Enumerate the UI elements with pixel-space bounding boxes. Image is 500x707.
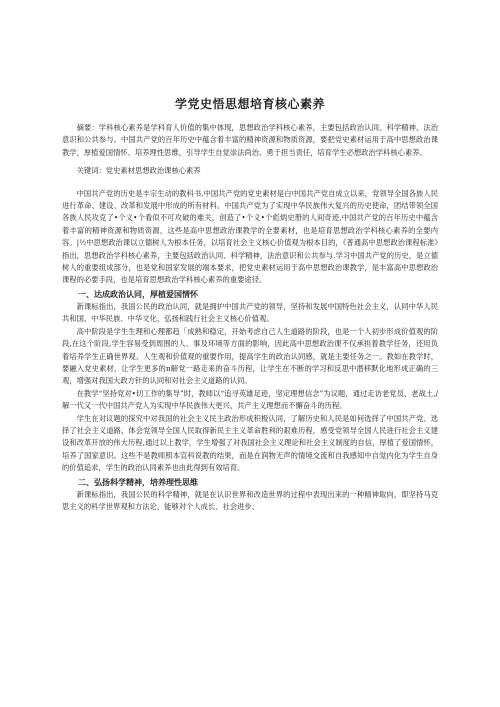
section-1-paragraph: 在教学“坚持党对•切工作的集导”时，教师以“追寻英雄足迹，坚定理想信念”为议题，通过走访老党员、老战土,/解一代又一代中国共产党人为实现中华民族伟大更兴、共产主义理想而不懈奋斗的历程。 [62, 388, 438, 411]
section-1-paragraph: 高中阶段是学生生理和心理都趋「成熟和稳定，开始考虑自己人生道路的阶段，也是一个人初步形成价值观的阶段,在这个阶段,学生容易受到周围的人、事及环境等方面的影响，因此高中思想政治课不仅承担着教学任务，还用负着培养学生正确世界观、人生观和价值观的重要作用，提高学生的政治认同感，就是主要任务之一。教如在教学时，要融入党史素材，让学生更多的n解党一路走来的奋斗历程，让学生在不断的学习和反思中潜移默化地形成正确的三观，增强对我国大政方针的认同和对社会主义道路的认同。 [62, 326, 438, 386]
keywords-text: 党史素材思想政治课核心素养 [105, 166, 201, 176]
section-1-heading: 一、达成政治认同，厚植爱国情怀 [78, 289, 198, 299]
section-1-paragraph: 学生在对议题的探究中对我国的社会主义民主政治形成积极认同，了解历史和人民是如何选择了中国共产党、选择了社会主义道路，体会党领导全国人民取得新民主主义革命胜利的艰难历程，感受党领导全国人民进行社会主义建设和改革开放的伟大历程,通过以上教学，学生增强了对我国社会主义理论和社会主义制度的自信，厚植了爱国情怀，培养了国家意识。这些不是教师照本宣科说教的结果，而是在润物无声的情境交流和自我感知中自觉内化为学生自身的价值追求，学生的政治认同素养也由此得到有效培育。 [62, 413, 438, 473]
keywords-paragraph [62, 165, 438, 177]
document-title: 学党史悟思想培育核心素养 [174, 97, 325, 111]
abstract-text: 学科核心素养是学科育人价值的集中体现，思想政治学科核心素养，主要包括政治认同、科学精神、法治意识和公共参与。中国共产党的百年历史中蕴含着丰富的精神资源和物质资源，要把党史素材运用于高中思想政治课教学，厚植爱国情怀、培养理性思维，引导学生自觉崇法尚治、勇于担当责任，培育学生必想政治学科核心素养。 [62, 123, 439, 157]
section-1-paragraph: 新课标指出，我国公民的政治认同，就是拥护中国共产党的领导，坚持和发展中国特色社会主义，认同中华人民共和国、中华民族、中华文化，弘扬和践行社会主义核心价值观。 [62, 301, 438, 324]
abstract-label: 摘要： [76, 123, 99, 132]
intro-paragraph: 中国共产党的历史是丰宗生动的教科书,中国共产党的党史素材是白中国共产党自成立以来，党领导全国各族人民进行革命、建设、改革和发展中形成的所有材料。中国共产党为了实现中华民族伟大复兴的历史使命，团结带领全国各族人民攻克了•个义•个看似不可攻破的难关，创造了•个义•个彪炳史册的人间奇迹,中国共产党的百年历史中蕴含着丰富的精神资源和物质资源，这些是高中思想政治课教学的全要素材，也是培育思想政治学科核心素养的全要内容。|½中思想政治课以立德树人为根本任务，以培育社会主义核心价值观为根本目的，《普通高中思想政治课程标准》指出，思想政治学科核心素养，主要包括政治认同、科学精神，法治意识和公共参与.学习中国共产党的历史，是立德树人的重要组成部分，也是党和国家发展的端本要求，把党史素材运用于高中思想政治课教学，是丰富高中思想政治课程的必要手段，也是培育思想政治学科核心素养的重要途径。 [62, 188, 438, 285]
abstract-paragraph [62, 122, 438, 159]
section-2-paragraph: 新课标指出，我国公民的科学精神，就是在认识世界和改造世界的过程中表现出来的一种精神取向，即坚持马克思主义的科学世界观和方法论，能够对个人成长、社会进步、 [62, 489, 438, 511]
keywords-label: 关键词： [76, 166, 106, 176]
section-2-heading: 二、弘扬科学精神，培养理性思维 [78, 477, 198, 487]
